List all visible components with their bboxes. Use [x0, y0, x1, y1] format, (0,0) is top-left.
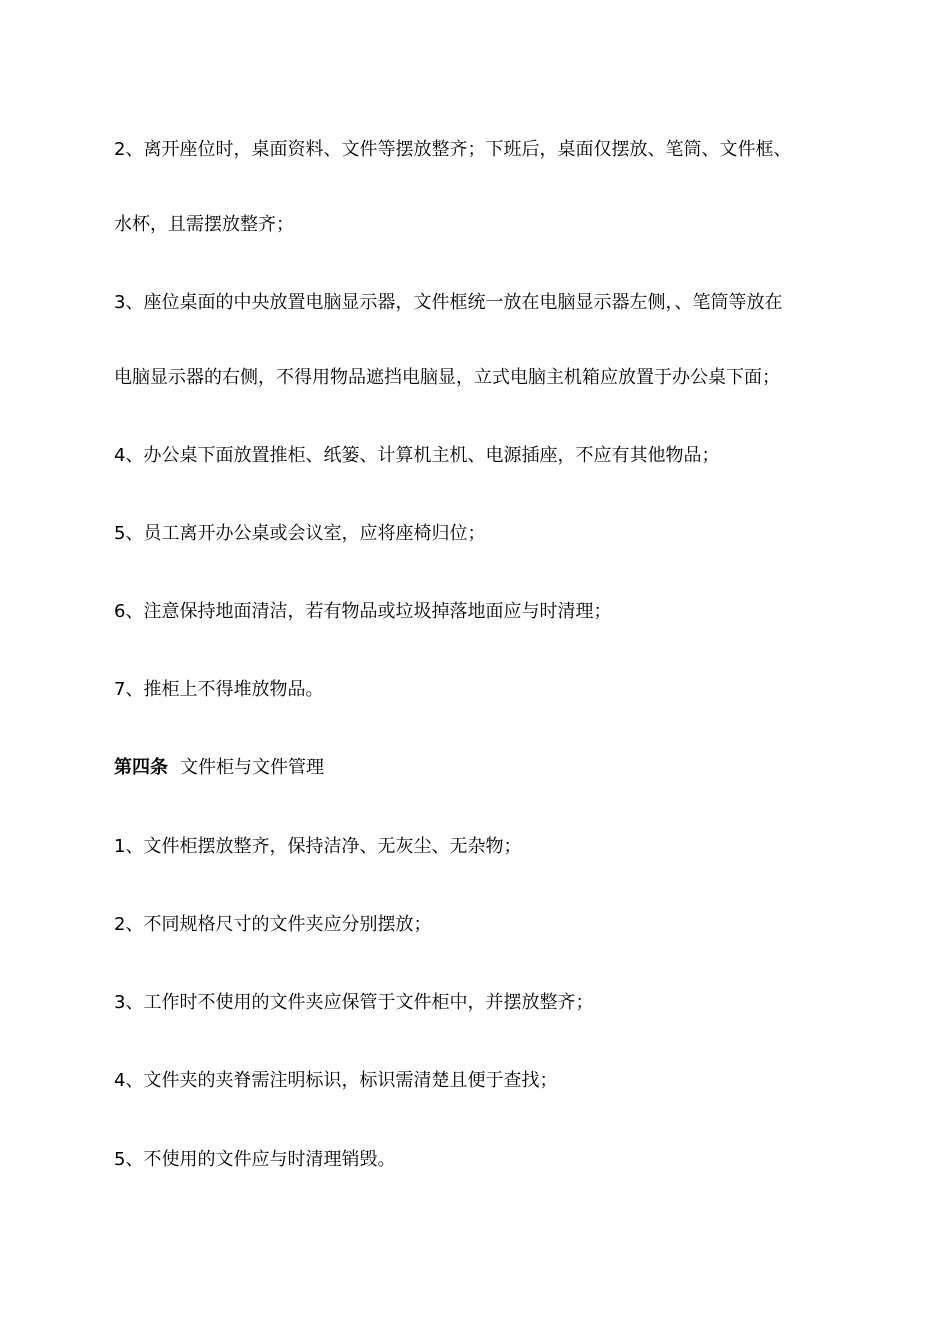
- section-item: 5、不使用的文件应与时清理销毁。: [114, 1149, 396, 1170]
- paragraph-line: 2、离开座位时，桌面资料、文件等摆放整齐；下班后，桌面仅摆放、笔筒、文件框、: [114, 139, 792, 160]
- paragraph-line: 电脑显示器的右侧，不得用物品遮挡电脑显，立式电脑主机箱应放置于办公桌下面；: [114, 367, 780, 388]
- paragraph-line: 3、座位桌面的中央放置电脑显示器，文件框统一放在电脑显示器左侧，、笔筒等放在: [114, 292, 783, 313]
- section-item: 2、不同规格尺寸的文件夹应分别摆放；: [114, 914, 432, 935]
- section-title-text: 文件柜与文件管理: [180, 757, 324, 778]
- section-label: 第四条: [114, 757, 168, 778]
- section-item: 4、文件夹的夹脊需注明标识，标识需清楚且便于查找；: [114, 1070, 558, 1091]
- paragraph-line: 水杯，且需摆放整齐；: [114, 214, 294, 235]
- paragraph-line: 6、注意保持地面清洁，若有物品或垃圾掉落地面应与时清理；: [114, 601, 612, 622]
- paragraph-line: 5、员工离开办公桌或会议室，应将座椅归位；: [114, 523, 486, 544]
- paragraph-line: 4、办公桌下面放置推柜、纸篓、计算机主机、电源插座，不应有其他物品；: [114, 445, 720, 466]
- section-item: 3、工作时不使用的文件夹应保管于文件柜中，并摆放整齐；: [114, 992, 594, 1013]
- section-heading: [114, 756, 324, 780]
- paragraph-line: 7、推柜上不得堆放物品。: [114, 679, 324, 700]
- section-item: 1、文件柜摆放整齐，保持洁净、无灰尘、无杂物；: [114, 836, 522, 857]
